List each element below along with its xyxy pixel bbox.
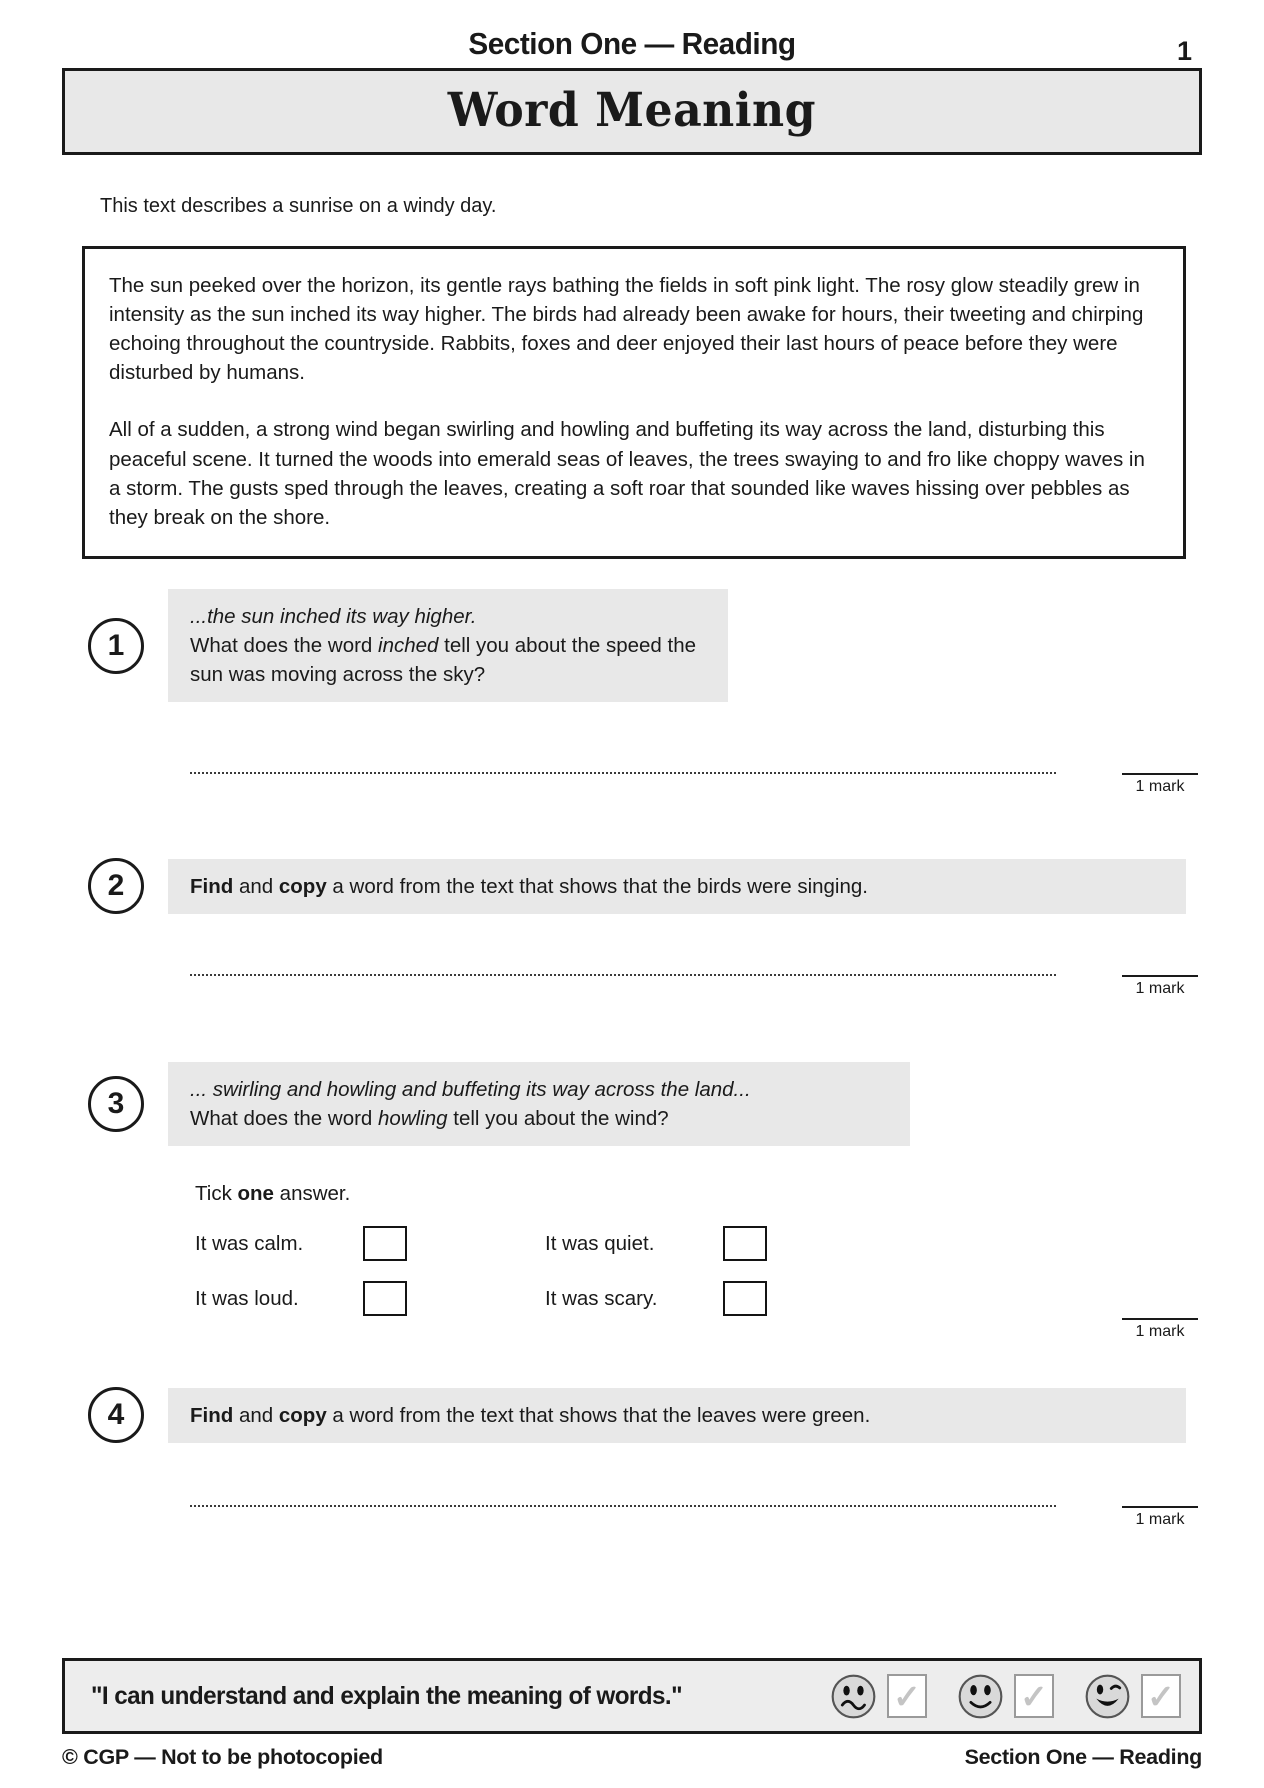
option-checkbox-loud[interactable] xyxy=(363,1281,407,1316)
option-label-quiet: It was quiet. xyxy=(545,1231,655,1255)
question-3-keyword: howling xyxy=(378,1107,448,1131)
question-1-quote: ...the sun inched its way higher. xyxy=(190,604,477,628)
question-2-bold-copy: copy xyxy=(278,874,327,898)
assessment-group-neutral xyxy=(957,1673,1054,1720)
question-3-stem: What does the word xyxy=(190,1107,379,1131)
mark-label: 1 mark xyxy=(1135,1511,1185,1529)
self-assessment-bar xyxy=(62,1658,1202,1734)
option-row-2 xyxy=(195,1281,1202,1316)
option-checkbox-calm[interactable] xyxy=(363,1226,407,1261)
unhappy-face-icon xyxy=(830,1673,877,1720)
passage-paragraph-1: The sun peeked over the horizon, its gentle rays bathing the fields in soft pink light. The rosy glow steadily grew in intensity as the sun inched its way higher. The birds had already been awake for hours, their tweeting and chirping echoing throughout the countryside. Rabbits, foxes and deer enjoyed their last hours of peace before they were disturbed by humans. xyxy=(109,274,1144,385)
reading-passage xyxy=(82,246,1186,559)
question-3-text xyxy=(168,1062,910,1146)
question-4-mark xyxy=(1122,1506,1198,1529)
assessment-faces xyxy=(814,1673,1181,1720)
section-header: Section One — Reading xyxy=(468,26,796,61)
question-2-answer-row xyxy=(190,974,1202,998)
question-3-mark-row xyxy=(62,1318,1202,1341)
check-icon: ✓ xyxy=(893,1677,921,1715)
assessment-group-happy xyxy=(1084,1673,1181,1720)
question-3-number: 3 xyxy=(88,1076,144,1132)
mark-label: 1 mark xyxy=(1135,980,1185,998)
question-4-bold-copy: copy xyxy=(278,1403,327,1427)
question-2 xyxy=(62,858,1202,914)
question-4 xyxy=(62,1387,1202,1443)
question-4-answer-line[interactable] xyxy=(190,1505,1056,1507)
copyright-text: © CGP — Not to be photocopied xyxy=(62,1745,383,1769)
tick-instruction-pre: Tick xyxy=(195,1182,238,1206)
happy-face-icon xyxy=(1084,1673,1131,1720)
option-checkbox-scary[interactable] xyxy=(723,1281,767,1316)
question-4-bold-find: Find xyxy=(190,1403,234,1427)
question-1-text xyxy=(168,589,728,702)
mark-line xyxy=(1122,1506,1198,1508)
check-icon: ✓ xyxy=(1147,1677,1175,1715)
question-1-answer-row xyxy=(190,772,1202,796)
question-2-text xyxy=(168,859,1186,914)
tick-instruction-post: answer. xyxy=(273,1182,351,1206)
question-1-stem: What does the word xyxy=(190,633,379,657)
page-footer xyxy=(62,1745,1202,1770)
question-4-rest: a word from the text that shows that the leaves were green. xyxy=(326,1403,871,1427)
option-label-scary: It was scary. xyxy=(545,1286,658,1310)
question-3 xyxy=(62,1062,1202,1146)
footer-section-text: Section One — Reading xyxy=(964,1745,1202,1769)
question-1-number: 1 xyxy=(88,618,144,674)
intro-text: This text describes a sunrise on a windy day. xyxy=(100,195,497,217)
title-banner xyxy=(62,68,1202,155)
tick-instruction-bold: one xyxy=(237,1182,274,1206)
question-1-keyword: inched xyxy=(378,633,439,657)
question-2-number: 2 xyxy=(88,858,144,914)
question-1 xyxy=(62,589,1202,702)
question-2-mid: and xyxy=(233,874,279,898)
page-title: Word Meaning xyxy=(447,83,817,138)
option-row-1 xyxy=(195,1226,1202,1261)
question-3-stem-end: tell you about the wind? xyxy=(447,1107,669,1131)
mark-line xyxy=(1122,1318,1198,1320)
mark-line xyxy=(1122,773,1198,775)
happy-checkbox[interactable] xyxy=(1141,1674,1181,1718)
question-3-quote: ... swirling and howling and buffeting its way across the land... xyxy=(190,1078,751,1102)
question-4-mid: and xyxy=(233,1403,279,1427)
unhappy-checkbox[interactable] xyxy=(887,1674,927,1718)
question-2-answer-line[interactable] xyxy=(190,974,1056,976)
neutral-checkbox[interactable] xyxy=(1014,1674,1054,1718)
option-label-loud: It was loud. xyxy=(195,1286,299,1310)
question-2-mark xyxy=(1122,975,1198,998)
tick-instruction xyxy=(195,1182,1202,1206)
check-icon: ✓ xyxy=(1020,1677,1048,1715)
passage-paragraph-2: All of a sudden, a strong wind began swirling and howling and buffeting its way across the land, disturbing this peaceful scene. It turned the woods into emerald seas of leaves, the trees swaying to and fro like choppy waves in a storm. The gusts sped through the leaves, creating a soft roar that sounded like waves hissing over pebbles as they break on the shore. xyxy=(109,418,1145,529)
question-4-text xyxy=(168,1388,1186,1443)
self-assessment-statement: "I can understand and explain the meaning of words." xyxy=(91,1681,683,1710)
question-4-answer-row xyxy=(190,1505,1202,1529)
question-3-mark xyxy=(1122,1318,1198,1341)
question-2-bold-find: Find xyxy=(190,874,234,898)
question-1-mark xyxy=(1122,773,1198,796)
mark-label: 1 mark xyxy=(1135,778,1185,796)
option-checkbox-quiet[interactable] xyxy=(723,1226,767,1261)
assessment-group-unhappy xyxy=(830,1673,927,1720)
neutral-face-icon xyxy=(957,1673,1004,1720)
question-1-stem-end: tell you about the speed the sun was moving across the sky? xyxy=(190,633,697,687)
mark-label: 1 mark xyxy=(1135,1323,1185,1341)
page-header xyxy=(62,0,1202,64)
option-label-calm: It was calm. xyxy=(195,1231,304,1255)
mark-line xyxy=(1122,975,1198,977)
page-number: 1 xyxy=(1176,36,1192,66)
question-1-answer-line[interactable] xyxy=(190,772,1056,774)
question-2-rest: a word from the text that shows that the birds were singing. xyxy=(326,874,868,898)
question-4-number: 4 xyxy=(88,1387,144,1443)
